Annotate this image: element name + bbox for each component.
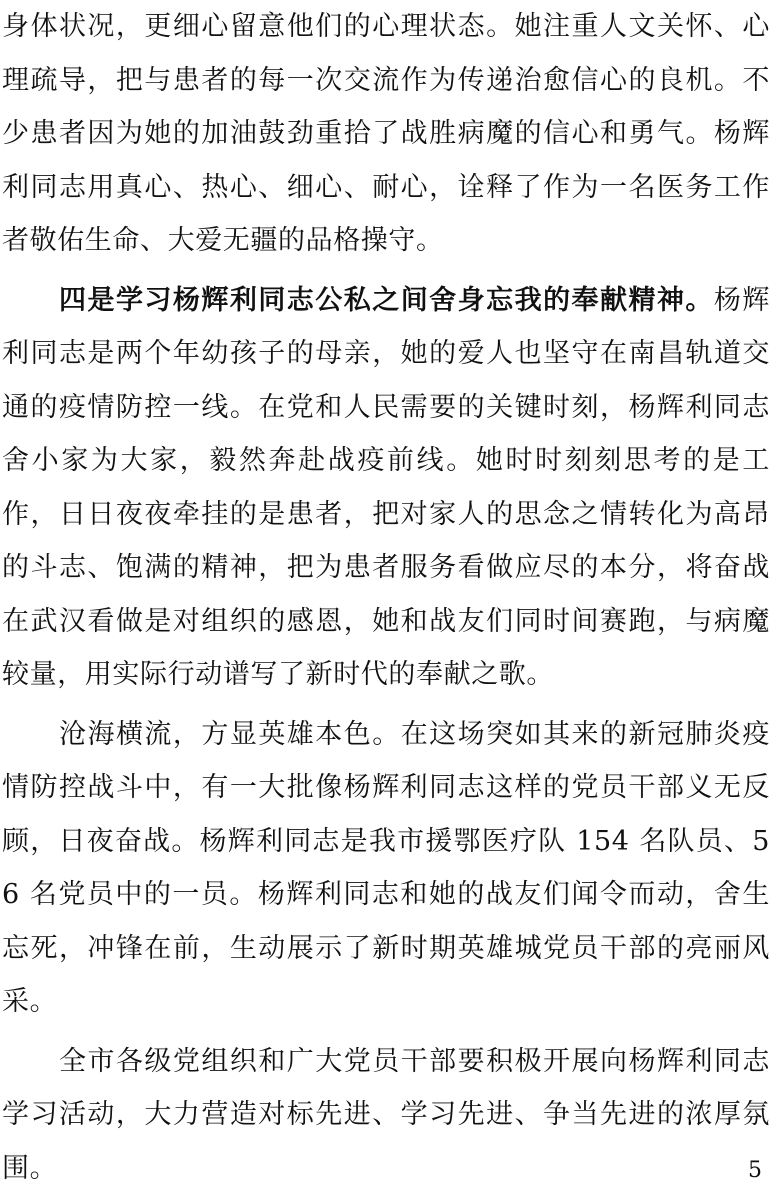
paragraph-text: 全市各级党组织和广大党员干部要积极开展向杨辉利同志学习活动，大力营造对标先进、学习先进、争当先进的浓厚氛围。 bbox=[2, 1046, 770, 1184]
paragraph-text: 身体状况，更细心留意他们的心理状态。她注重人文关怀、心理疏导，把与患者的每一次交流作为传递治愈信心的良机。不少患者因为她的加油鼓劲重拾了战胜病魔的信心和勇气。杨辉利同志用真心、热心、细心、耐心，诠释了作为一名医务工作者敬佑生命、大爱无疆的品格操守。 bbox=[2, 11, 770, 256]
paragraph-dedication bbox=[2, 274, 770, 702]
paragraph-call-to-action bbox=[2, 1035, 770, 1195]
paragraph-text: 沧海横流，方显英雄本色。在这场突如其来的新冠肺炎疫情防控战斗中，有一大批像杨辉利同志这样的党员干部义无反顾，日夜奋战。杨辉利同志是我市援鄂医疗队 154 名队员、56 名党员中的一员。杨辉利同志和她的战友们闻令而动，舍生忘死，冲锋在前，生动展示了新时期英雄城党员干部的亮丽风采。 bbox=[2, 719, 770, 1018]
document-body bbox=[2, 0, 770, 1195]
paragraph-heroes bbox=[2, 708, 770, 1029]
paragraph-continuation bbox=[2, 0, 770, 268]
paragraph-lead-heading: 四是学习杨辉利同志公私之间舍身忘我的奉献精神。 bbox=[59, 285, 714, 316]
page-number: 5 bbox=[748, 1158, 762, 1184]
paragraph-text: 杨辉利同志是两个年幼孩子的母亲，她的爱人也坚守在南昌轨道交通的疫情防控一线。在党和人民需要的关键时刻，杨辉利同志舍小家为大家，毅然奔赴战疫前线。她时时刻刻思考的是工作，日日夜夜牵挂的是患者，把对家人的思念之情转化为高昂的斗志、饱满的精神，把为患者服务看做应尽的本分，将奋战在武汉看做是对组织的感恩，她和战友们同时间赛跑，与病魔较量，用实际行动谱写了新时代的奉献之歌。 bbox=[2, 285, 770, 691]
